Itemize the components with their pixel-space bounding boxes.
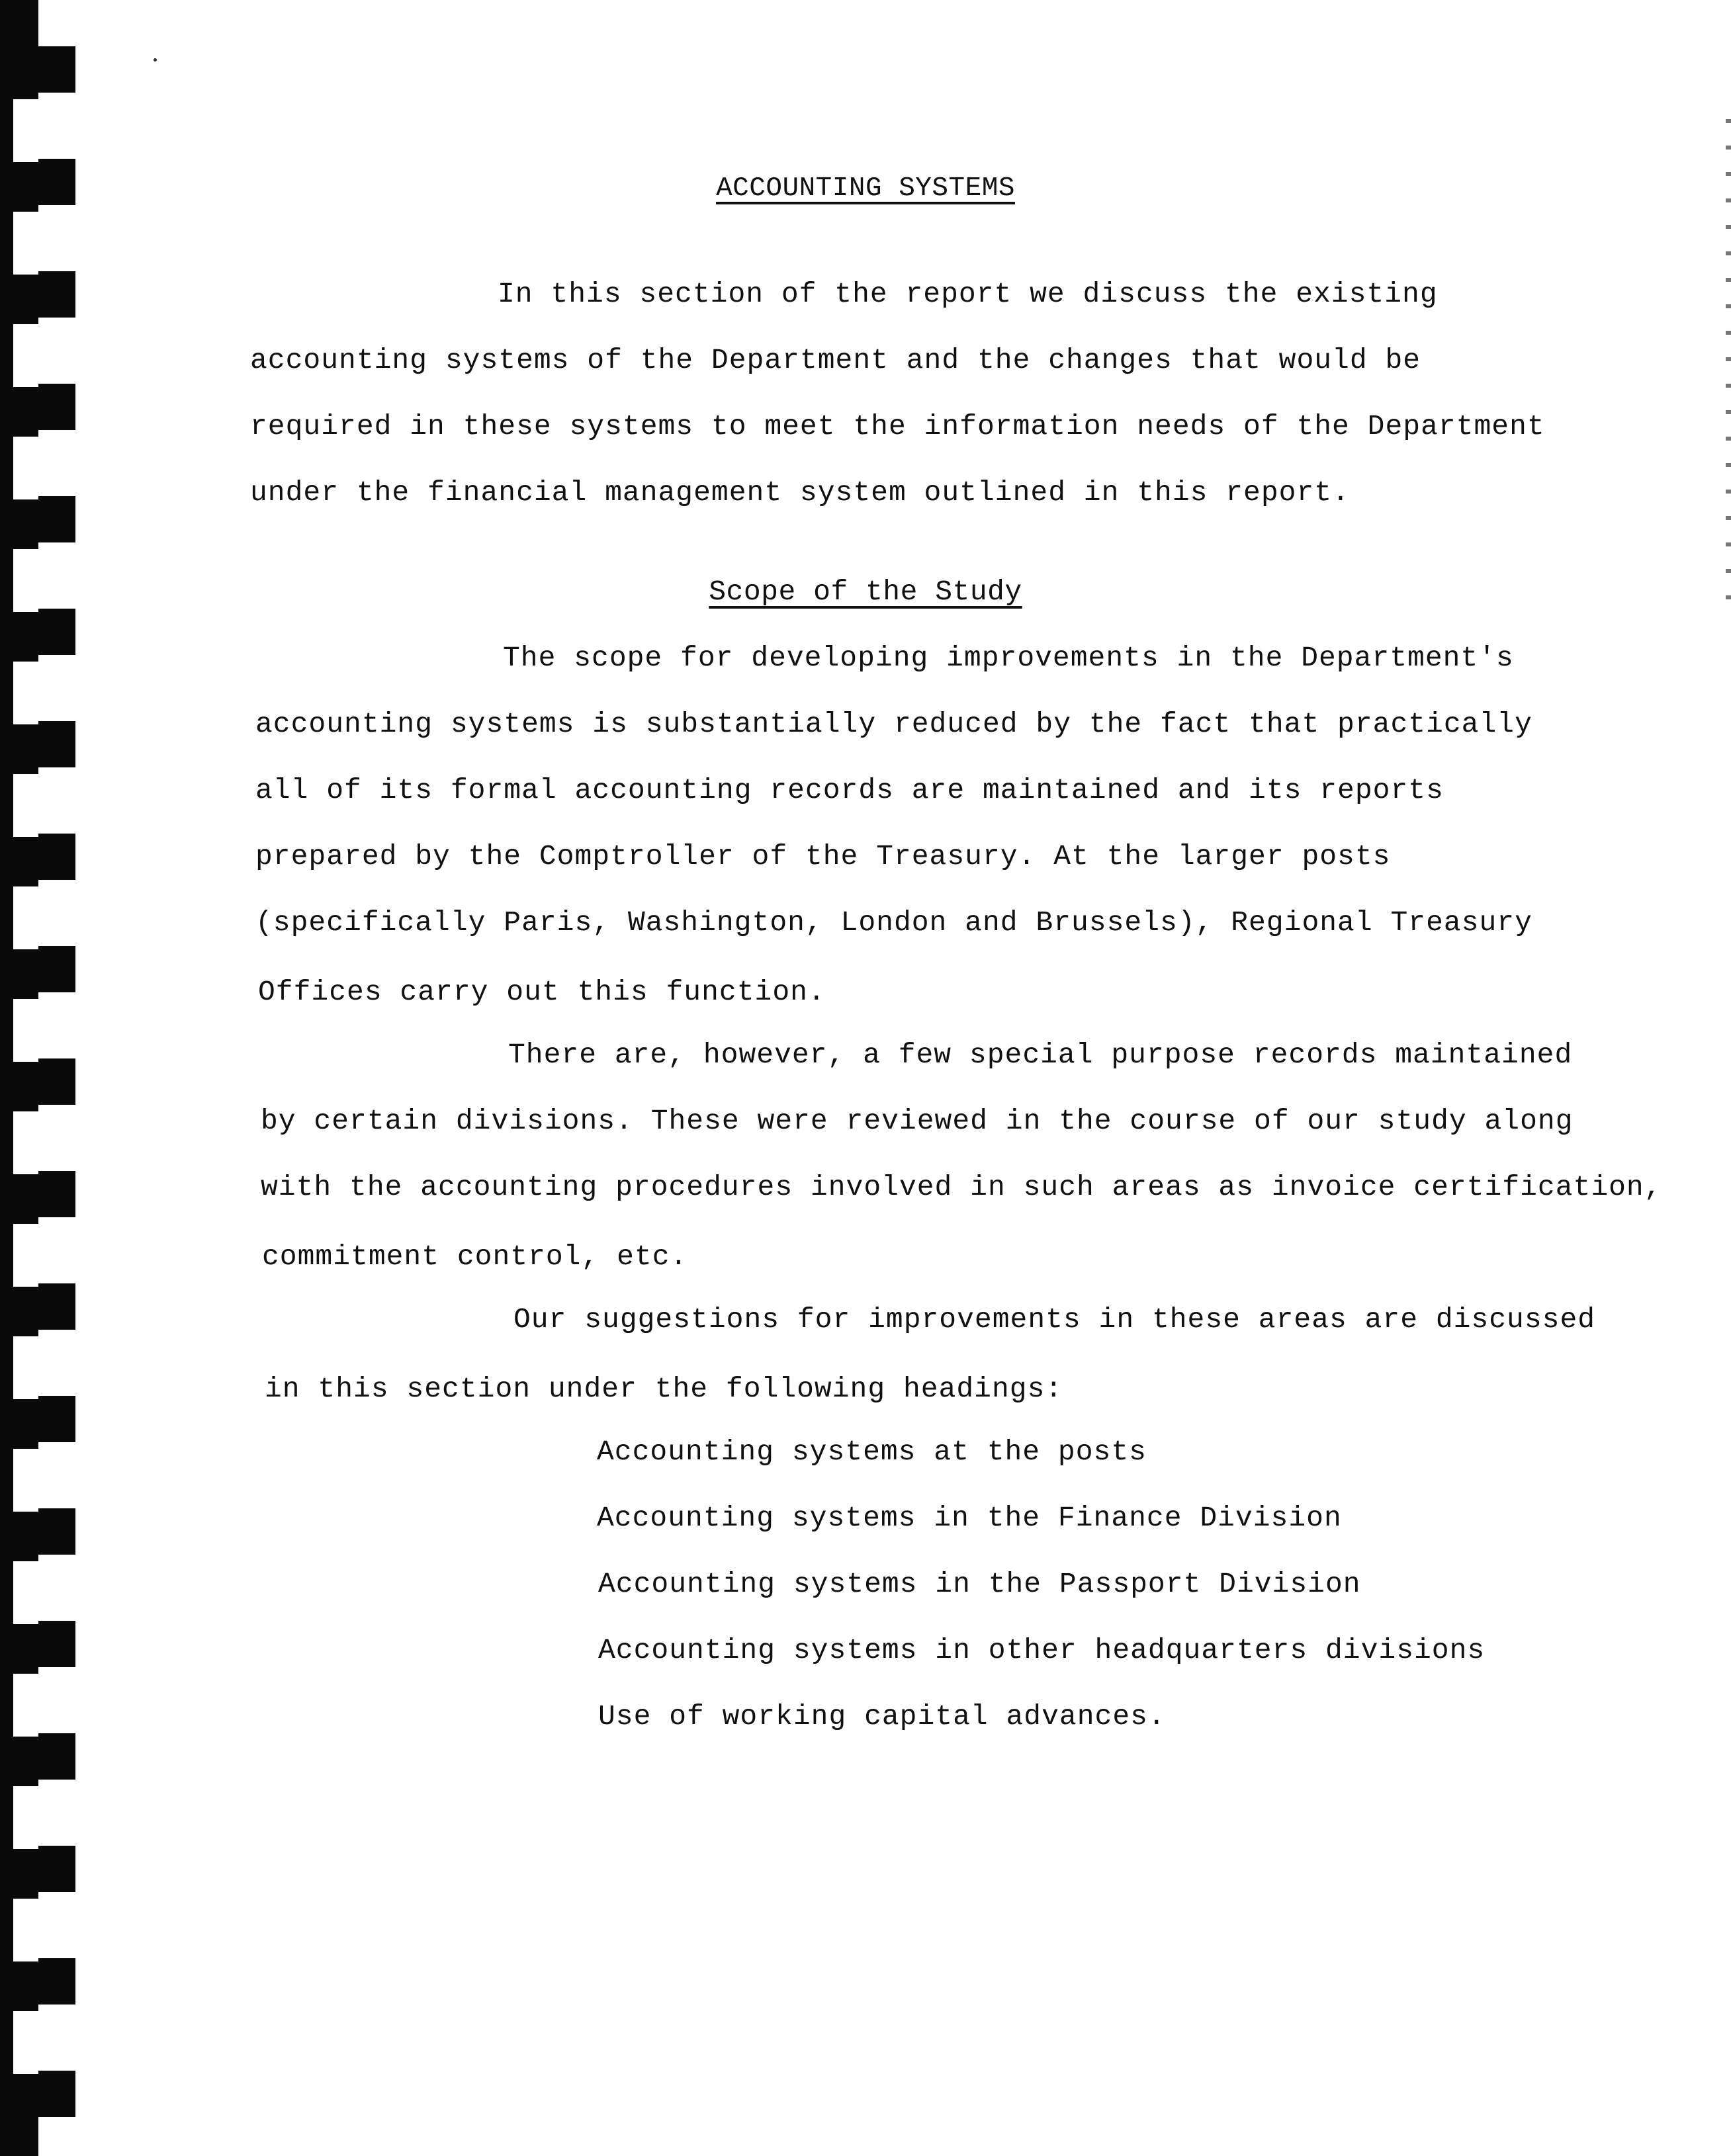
p2-line-4: commitment control, etc. xyxy=(262,1240,688,1273)
list-item: Accounting systems in the Passport Division xyxy=(598,1568,1361,1600)
list-item: Accounting systems at the posts xyxy=(597,1436,1147,1468)
intro-line-4: under the financial management system outlined in this report. xyxy=(250,476,1350,509)
p1-line-2: accounting systems is substantially reduced by the fact that practically xyxy=(255,708,1532,740)
p1-line-6: Offices carry out this function. xyxy=(258,976,826,1008)
p3-line-2: in this section under the following headings: xyxy=(265,1373,1063,1405)
list-item: Accounting systems in other headquarters divisions xyxy=(598,1634,1486,1666)
p2-line-2: by certain divisions. These were reviewed in the course of our study along xyxy=(261,1105,1574,1137)
intro-line-2: accounting systems of the Department and the changes that would be xyxy=(250,344,1421,376)
p1-line-5: (specifically Paris, Washington, London and Brussels), Regional Treasury xyxy=(255,906,1532,939)
p1-line-4: prepared by the Comptroller of the Treasury. At the larger posts xyxy=(255,840,1391,873)
p2-line-1: There are, however, a few special purpose records maintained xyxy=(508,1039,1573,1071)
page-title: ACCOUNTING SYSTEMS xyxy=(716,173,1015,204)
list-item: Accounting systems in the Finance Division xyxy=(597,1502,1342,1534)
p1-line-3: all of its formal accounting records are maintained and its reports xyxy=(255,774,1444,806)
scan-speck xyxy=(154,58,157,62)
p3-line-1: Our suggestions for improvements in these areas are discussed xyxy=(513,1303,1596,1336)
intro-line-1: In this section of the report we discuss the existing xyxy=(498,278,1438,310)
list-item: Use of working capital advances. xyxy=(598,1700,1166,1733)
p1-line-1: The scope for developing improvements in the Department's xyxy=(503,642,1514,674)
intro-line-3: required in these systems to meet the information needs of the Department xyxy=(250,410,1545,443)
section-heading: Scope of the Study xyxy=(709,576,1022,608)
p2-line-3: with the accounting procedures involved in such areas as invoice certification, xyxy=(261,1171,1662,1203)
